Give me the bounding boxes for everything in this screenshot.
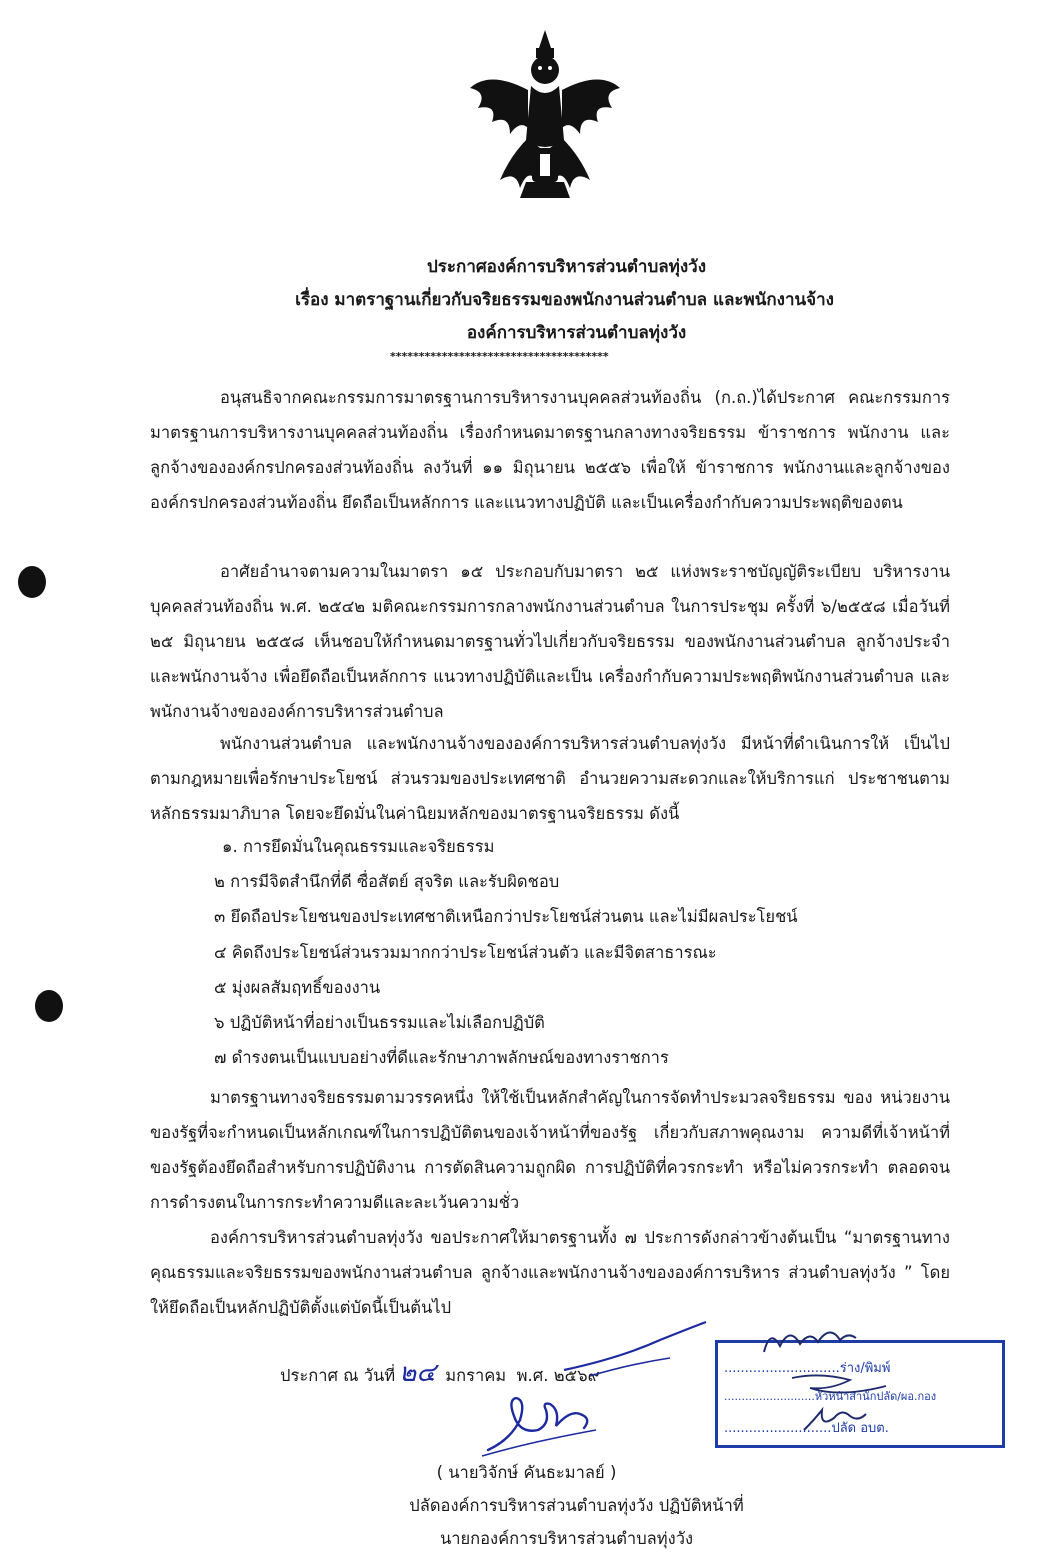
paragraph-4 bbox=[150, 1080, 950, 1220]
list-item: ๖ ปฏิบัติหน้าที่อย่างเป็นธรรมและไม่เลือกปฏิบัติ bbox=[214, 1013, 545, 1033]
subject-line: เรื่อง มาตราฐานเกี่ยวกับจริยธรรมของพนักงานส่วนตำบล และพนักงานจ้าง bbox=[295, 290, 834, 310]
organization-line: องค์การบริหารส่วนตำบลทุ่งวัง bbox=[466, 323, 687, 343]
stamp-row-clerk: ..........................ปลัด อบต. bbox=[724, 1421, 889, 1436]
paragraph-3 bbox=[150, 726, 950, 831]
paragraph-4-text: มาตรฐานทางจริยธรรมตามวรรคหนึ่ง ให้ใช้เป็นหลักสำคัญในการจัดทำประมวลจริยธรรม ของ หน่วยงานของรัฐที่จะกำหนดเป็นหลักเกณฑ์ในการปฏิบัติตนของเจ้าหน้าที่ของรัฐ เกี่ยวกับสภาพคุณงาม ความดีที่เจ้าหน้าที่ของรัฐต้องยึดถือสำหรับการปฏิบัติงาน การตัดสินความถูกผิด การปฏิบัติที่ควรกระทำ หรือไม่ควรกระทำ ตลอดจนการดำรงตนในการกระทำความดีและละเว้นความชั่ว bbox=[150, 1088, 950, 1212]
signatory-name: ( นายวิจักษ์ คันธะมาลย์ ) bbox=[436, 1463, 617, 1482]
list-item: ๑. การยึดมั่นในคุณธรรมและจริยธรรม bbox=[222, 837, 495, 856]
paragraph-1 bbox=[150, 380, 950, 520]
stamp-row-drafter: ............................ร่าง/พิมพ์ bbox=[724, 1361, 891, 1376]
paragraph-1-text: อนุสนธิจากคณะกรรมการมาตรฐานการบริหารงานบุคคลส่วนท้องถิ่น (ก.ถ.)ได้ประกาศ คณะกรรมการมาตรฐานการบริหารงานบุคคลส่วนท้องถิ่น เรื่องกำหนดมาตรฐานกลางทางจริยธรรม ข้าราชการ พนักงาน และลูกจ้างขององค์กรปกครองส่วนท้องถิ่น ลงวันที่ ๑๑ มิถุนายน ๒๕๕๖ เพื่อให้ ข้าราชการ พนักงานและลูกจ้างขององค์กรปกครองส่วนท้องถิ่น ยึดถือเป็นหลักการ และแนวทางปฏิบัติ และเป็นเครื่องกำกับความประพฤติของตน bbox=[150, 388, 950, 512]
ethics-list bbox=[210, 829, 910, 1075]
date-month: มกราคม bbox=[445, 1366, 507, 1385]
separator-stars: ************************************** bbox=[390, 350, 609, 363]
pen-stroke-icon bbox=[560, 1318, 710, 1378]
paragraph-3-text: พนักงานส่วนตำบล และพนักงานจ้างขององค์การบริหารส่วนตำบลทุ่งวัง มีหน้าที่ดำเนินการให้ เป็นไปตามกฎหมายเพื่อรักษาประโยชน์ ส่วนรวมของประเทศชาติ อำนวยความสะดวกและให้บริการแก่ ประชาชนตามหลักธรรมมาภิบาล โดยจะยึดมั่นในค่านิยมหลักของมาตรฐานจริยธรรม ดังนี้ bbox=[150, 734, 950, 823]
list-item: ๗ ดำรงตนเป็นแบบอย่างที่ดีและรักษาภาพลักษณ์ของทางราชการ bbox=[214, 1048, 669, 1068]
date-prefix: ประกาศ ณ วันที่ bbox=[280, 1366, 396, 1385]
signature-icon bbox=[480, 1380, 600, 1460]
date-year-label: พ.ศ. bbox=[516, 1366, 549, 1385]
paragraph-5 bbox=[150, 1220, 950, 1325]
date-year: ๒๕๖๙ bbox=[553, 1366, 600, 1385]
paragraph-2 bbox=[150, 554, 950, 729]
paragraph-2-text: อาศัยอำนาจตามความในมาตรา ๑๕ ประกอบกับมาตรา ๒๕ แห่งพระราชบัญญัติระเบียบ บริหารงานบุคคลส่วนท้องถิ่น พ.ศ. ๒๕๔๒ มติคณะกรรมการกลางพนักงานส่วนตำบล ในการประชุม ครั้งที่ ๖/๒๕๕๘ เมื่อวันที่ ๒๕ มิถุนายน ๒๕๕๘ เห็นชอบให้กำหนดมาตรฐานทั่วไปเกี่ยวกับจริยธรรม ของพนักงานส่วนตำบล ลูกจ้างประจำ และพนักงานจ้าง เพื่อยึดถือเป็นหลักการ แนวทางปฏิบัติและเป็น เครื่องกำกับความประพฤติพนักงานส่วนตำบล และพนักงานจ้างขององค์การบริหารส่วนตำบล bbox=[150, 562, 950, 721]
garuda-emblem-icon bbox=[470, 30, 620, 200]
punch-hole-top bbox=[18, 566, 46, 598]
list-item: ๓ ยึดถือประโยชนของประเทศชาติเหนือกว่าประโยชน์ส่วนตน และไม่มีผลประโยชน์ bbox=[214, 907, 798, 927]
punch-hole-bottom bbox=[35, 990, 63, 1022]
list-item: ๕ มุ่งผลสัมฤทธิ์ของงาน bbox=[214, 977, 381, 997]
stamp-signature-icon bbox=[790, 1368, 890, 1398]
paragraph-5-text: องค์การบริหารส่วนตำบลทุ่งวัง ขอประกาศให้มาตรฐานทั้ง ๗ ประการดังกล่าวข้างต้นเป็น “มาตรฐานทางคุณธรรมและจริยธรรมของพนักงานส่วนตำบล ลูกจ้างและพนักงานจ้างขององค์การบริหาร ส่วนตำบลทุ่งวัง ” โดยให้ยึดถือเป็นหลักปฏิบัติตั้งแต่บัดนี้เป็นต้นไป bbox=[150, 1228, 950, 1317]
announcement-title: ประกาศองค์การบริหารส่วนตำบลทุ่งวัง bbox=[426, 257, 707, 277]
signatory-position-2: นายกองค์การบริหารส่วนตำบลทุ่งวัง bbox=[439, 1529, 694, 1548]
stamp-initials-2-icon bbox=[800, 1400, 870, 1434]
list-item: ๒ การมีจิตสำนึกที่ดี ซื่อสัตย์ สุจริต และรับผิดชอบ bbox=[214, 872, 560, 892]
date-day: ๒๔ bbox=[399, 1358, 436, 1388]
signatory-position-1: ปลัดองค์การบริหารส่วนตำบลทุ่งวัง ปฏิบัติหน้าที่ bbox=[409, 1496, 744, 1515]
stamp-row-head: ..........................หัวหน้าสำนักปลัด/ผอ.กอง bbox=[724, 1390, 937, 1403]
stamp-initials-icon bbox=[760, 1318, 860, 1358]
list-item: ๔ คิดถึงประโยชน์ส่วนรวมมากกว่าประโยชน์ส่วนตัว และมีจิตสาธารณะ bbox=[214, 942, 717, 962]
